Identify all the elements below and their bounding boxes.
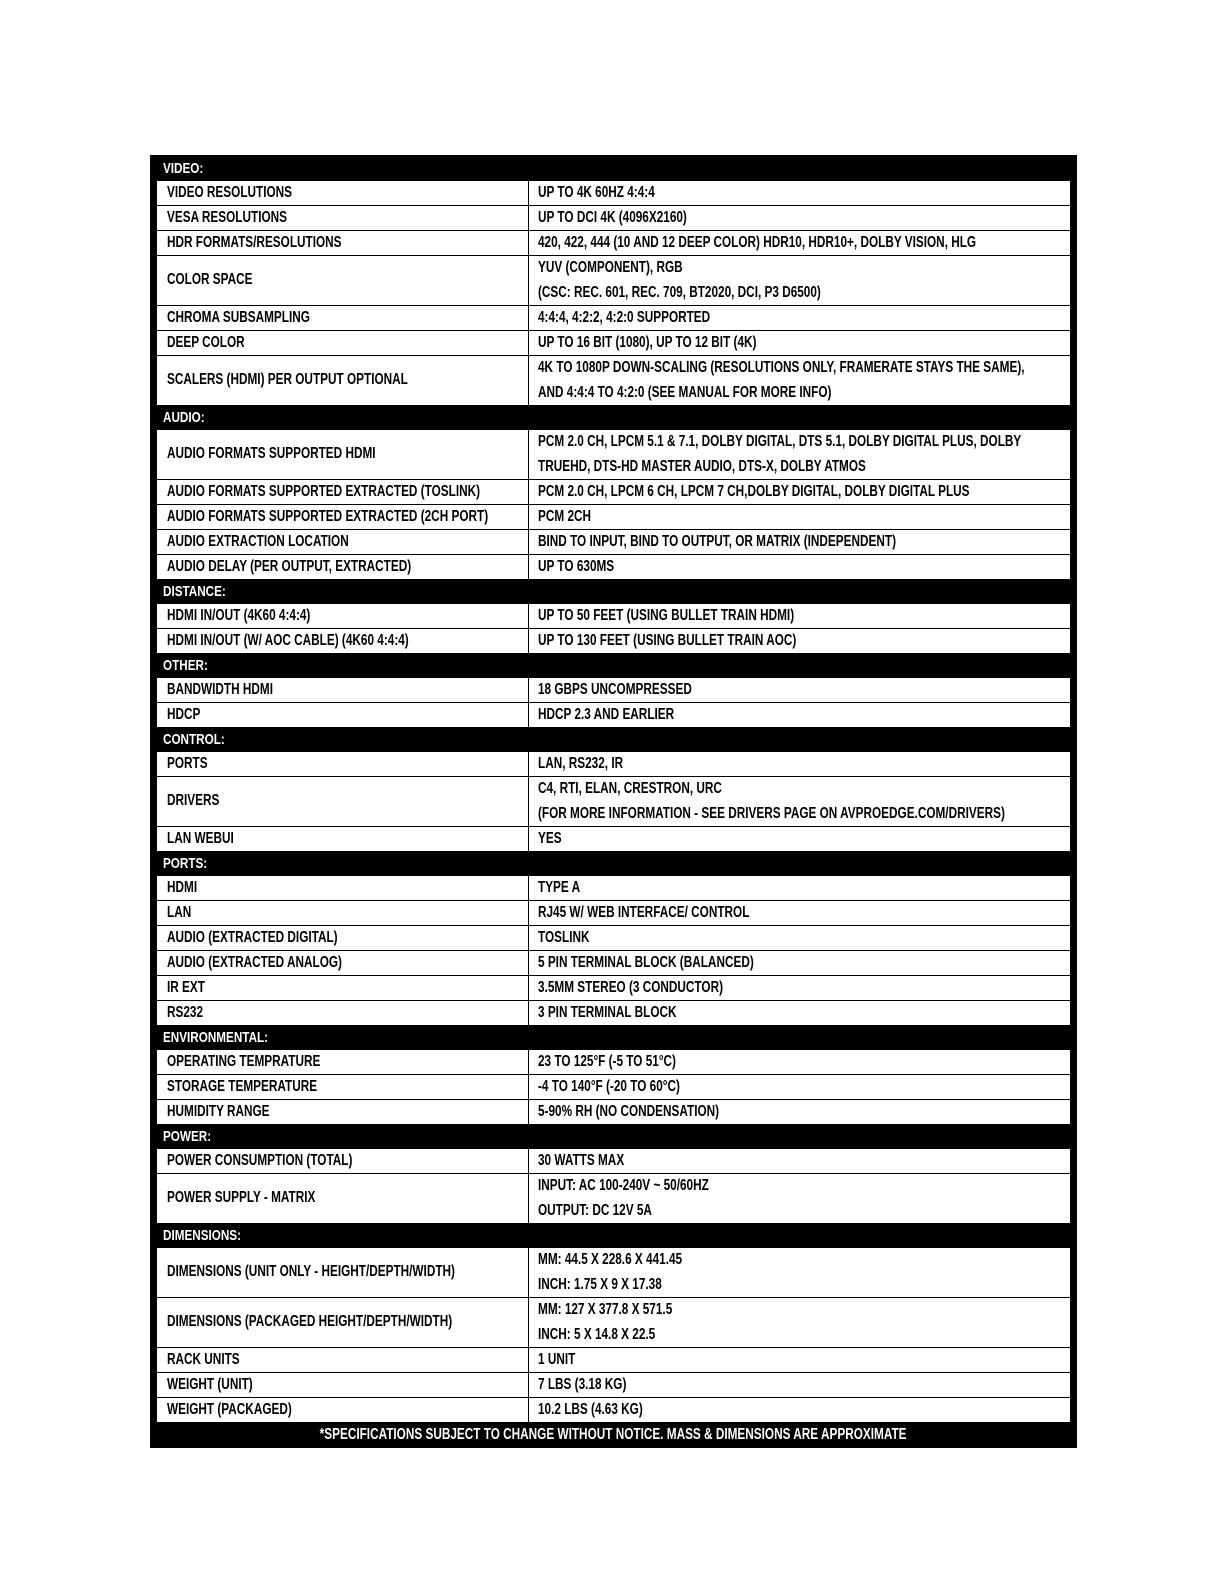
section-header <box>151 1124 1076 1149</box>
spec-value-line: 3 PIN TERMINAL BLOCK <box>538 1003 677 1021</box>
spec-label-cell <box>157 777 529 826</box>
spec-row <box>157 1348 1070 1372</box>
spec-value-line: UP TO 50 FEET (USING BULLET TRAIN HDMI) <box>538 606 795 624</box>
spec-label: DEEP COLOR <box>167 333 245 351</box>
spec-value-cell <box>529 604 1070 628</box>
spec-label: AUDIO FORMATS SUPPORTED EXTRACTED (TOSLINK) <box>167 482 481 500</box>
spec-value-line: -4 TO 140°F (-20 TO 60°C) <box>538 1077 680 1095</box>
section-title: POWER: <box>163 1128 212 1145</box>
spec-label-cell <box>157 480 529 504</box>
spec-value-line: OUTPUT: DC 12V 5A <box>538 1201 652 1219</box>
spec-value-cell <box>529 951 1070 975</box>
spec-label: WEIGHT (UNIT) <box>167 1375 253 1393</box>
spec-label-cell <box>157 678 529 702</box>
spec-label-cell <box>157 876 529 900</box>
spec-row <box>157 1075 1070 1099</box>
section-title: AUDIO: <box>163 409 205 426</box>
spec-value-cell <box>529 1298 1070 1347</box>
spec-label-cell <box>157 1174 529 1223</box>
spec-row <box>157 1149 1070 1173</box>
spec-value-line: TOSLINK <box>538 928 590 946</box>
spec-label: CHROMA SUBSAMPLING <box>167 308 310 326</box>
spec-table <box>150 155 1077 1448</box>
spec-row <box>157 752 1070 776</box>
spec-label-cell <box>157 430 529 479</box>
spec-label: COLOR SPACE <box>167 271 253 289</box>
spec-label-cell <box>157 703 529 727</box>
section-header <box>151 405 1076 430</box>
spec-label: LAN <box>167 903 192 921</box>
spec-label: HDR FORMATS/RESOLUTIONS <box>167 233 342 251</box>
spec-value-cell <box>529 1149 1070 1173</box>
spec-value-line: 23 TO 125°F (-5 TO 51°C) <box>538 1052 676 1070</box>
section-header <box>151 653 1076 678</box>
spec-value-line: YUV (COMPONENT), RGB <box>538 258 683 276</box>
spec-value-line: 4K TO 1080P DOWN-SCALING (RESOLUTIONS ONLY, FRAMERATE STAYS THE SAME), <box>538 358 1025 376</box>
spec-row <box>157 678 1070 702</box>
spec-label-cell <box>157 951 529 975</box>
spec-value-line: UP TO 130 FEET (USING BULLET TRAIN AOC) <box>538 631 797 649</box>
spec-label: HDMI <box>167 878 198 896</box>
section-header <box>151 851 1076 876</box>
spec-value-cell <box>529 1001 1070 1025</box>
spec-label-cell <box>157 1100 529 1124</box>
spec-row <box>157 1373 1070 1397</box>
section-title: DIMENSIONS: <box>163 1227 242 1244</box>
spec-label: AUDIO EXTRACTION LOCATION <box>167 532 349 550</box>
spec-label-cell <box>157 505 529 529</box>
spec-row <box>157 430 1070 479</box>
spec-label: STORAGE TEMPERATURE <box>167 1077 318 1095</box>
spec-row <box>157 951 1070 975</box>
section-title: CONTROL: <box>163 731 225 748</box>
section-title: PORTS: <box>163 855 208 872</box>
spec-value-cell <box>529 1348 1070 1372</box>
spec-label-cell <box>157 1001 529 1025</box>
spec-value-cell <box>529 703 1070 727</box>
section-title: OTHER: <box>163 657 208 674</box>
spec-label: BANDWIDTH HDMI <box>167 680 274 698</box>
spec-value-cell <box>529 231 1070 255</box>
spec-value-cell <box>529 480 1070 504</box>
spec-label-cell <box>157 231 529 255</box>
spec-row <box>157 1398 1070 1422</box>
spec-row <box>157 356 1070 405</box>
spec-value-line: 30 WATTS MAX <box>538 1151 625 1169</box>
spec-value-line: UP TO 4K 60HZ 4:4:4 <box>538 183 655 201</box>
spec-value-cell <box>529 1174 1070 1223</box>
spec-row <box>157 206 1070 230</box>
spec-value-line: UP TO 16 BIT (1080), UP TO 12 BIT (4K) <box>538 333 757 351</box>
spec-label-cell <box>157 256 529 305</box>
spec-value-cell <box>529 1398 1070 1422</box>
spec-label-cell <box>157 1149 529 1173</box>
spec-label: PORTS <box>167 754 208 772</box>
spec-value-line: MM: 127 X 377.8 X 571.5 <box>538 1300 673 1318</box>
spec-row <box>157 181 1070 205</box>
spec-label-cell <box>157 926 529 950</box>
spec-label-cell <box>157 331 529 355</box>
section-title: DISTANCE: <box>163 583 226 600</box>
spec-value-cell <box>529 976 1070 1000</box>
spec-label: AUDIO (EXTRACTED DIGITAL) <box>167 928 338 946</box>
spec-value-cell <box>529 752 1070 776</box>
spec-value-line: (CSC: REC. 601, REC. 709, BT2020, DCI, P3 D6500) <box>538 283 821 301</box>
spec-value-cell <box>529 926 1070 950</box>
spec-label-cell <box>157 1050 529 1074</box>
spec-value-line: AND 4:4:4 TO 4:2:0 (SEE MANUAL FOR MORE INFO) <box>538 383 832 401</box>
spec-row <box>157 926 1070 950</box>
spec-label: RACK UNITS <box>167 1350 240 1368</box>
spec-label: HDMI IN/OUT (W/ AOC CABLE) (4K60 4:4:4) <box>167 631 409 649</box>
spec-label-cell <box>157 1298 529 1347</box>
spec-value-cell <box>529 555 1070 579</box>
spec-row <box>157 1001 1070 1025</box>
spec-label: VIDEO RESOLUTIONS <box>167 183 293 201</box>
spec-value-line: 4:4:4, 4:2:2, 4:2:0 SUPPORTED <box>538 308 711 326</box>
spec-value-cell <box>529 356 1070 405</box>
spec-value-line: INCH: 1.75 X 9 X 17.38 <box>538 1275 662 1293</box>
spec-row <box>157 1174 1070 1223</box>
spec-label-cell <box>157 555 529 579</box>
spec-label-cell <box>157 752 529 776</box>
spec-label: LAN WEBUI <box>167 829 234 847</box>
spec-row <box>157 231 1070 255</box>
section-header <box>151 579 1076 604</box>
spec-label: SCALERS (HDMI) PER OUTPUT OPTIONAL <box>167 371 408 389</box>
section-header <box>151 156 1076 181</box>
spec-value-cell <box>529 430 1070 479</box>
spec-row <box>157 901 1070 925</box>
spec-label-cell <box>157 306 529 330</box>
spec-value-cell <box>529 331 1070 355</box>
spec-value-cell <box>529 505 1070 529</box>
spec-value-line: BIND TO INPUT, BIND TO OUTPUT, OR MATRIX (INDEPENDENT) <box>538 532 896 550</box>
spec-label-cell <box>157 604 529 628</box>
spec-value-line: 10.2 LBS (4.63 KG) <box>538 1400 643 1418</box>
spec-value-line: UP TO 630MS <box>538 557 615 575</box>
spec-value-line: 420, 422, 444 (10 AND 12 DEEP COLOR) HDR10, HDR10+, DOLBY VISION, HLG <box>538 233 977 251</box>
spec-value-cell <box>529 1100 1070 1124</box>
spec-row <box>157 1100 1070 1124</box>
spec-label-cell <box>157 1348 529 1372</box>
spec-label: DIMENSIONS (PACKAGED HEIGHT/DEPTH/WIDTH) <box>167 1313 453 1331</box>
spec-value-cell <box>529 181 1070 205</box>
spec-label: RS232 <box>167 1003 204 1021</box>
spec-row <box>157 827 1070 851</box>
spec-label-cell <box>157 629 529 653</box>
spec-value-cell <box>529 256 1070 305</box>
spec-label: HUMIDITY RANGE <box>167 1102 270 1120</box>
spec-value-cell <box>529 678 1070 702</box>
spec-value-line: INPUT: AC 100-240V ~ 50/60HZ <box>538 1176 709 1194</box>
spec-value-line: TRUEHD, DTS-HD MASTER AUDIO, DTS-X, DOLBY ATMOS <box>538 457 866 475</box>
section-title: VIDEO: <box>163 160 204 177</box>
spec-value-line: PCM 2.0 CH, LPCM 5.1 & 7.1, DOLBY DIGITAL, DTS 5.1, DOLBY DIGITAL PLUS, DOLBY <box>538 432 1022 450</box>
spec-value-cell <box>529 777 1070 826</box>
spec-label: AUDIO (EXTRACTED ANALOG) <box>167 953 342 971</box>
spec-value-cell <box>529 876 1070 900</box>
spec-row <box>157 505 1070 529</box>
spec-label-cell <box>157 530 529 554</box>
spec-label-cell <box>157 206 529 230</box>
spec-value-line: 5-90% RH (NO CONDENSATION) <box>538 1102 720 1120</box>
spec-value-cell <box>529 530 1070 554</box>
spec-row <box>157 976 1070 1000</box>
spec-row <box>157 629 1070 653</box>
footnote <box>151 1422 1076 1447</box>
spec-value-cell <box>529 827 1070 851</box>
spec-value-line: HDCP 2.3 AND EARLIER <box>538 705 675 723</box>
section-header <box>151 1025 1076 1050</box>
spec-value-line: 1 UNIT <box>538 1350 576 1368</box>
spec-label: AUDIO DELAY (PER OUTPUT, EXTRACTED) <box>167 557 412 575</box>
spec-label-cell <box>157 901 529 925</box>
spec-row <box>157 306 1070 330</box>
spec-value-line: (FOR MORE INFORMATION - SEE DRIVERS PAGE ON AVPROEDGE.COM/DRIVERS) <box>538 804 1005 822</box>
spec-value-line: INCH: 5 X 14.8 X 22.5 <box>538 1325 656 1343</box>
spec-label: HDCP <box>167 705 201 723</box>
spec-sections <box>151 156 1076 1422</box>
spec-value-cell <box>529 306 1070 330</box>
spec-row <box>157 604 1070 628</box>
spec-label-cell <box>157 1398 529 1422</box>
spec-value-cell <box>529 206 1070 230</box>
spec-label: DRIVERS <box>167 792 220 810</box>
spec-value-cell <box>529 1050 1070 1074</box>
spec-row <box>157 555 1070 579</box>
spec-row <box>157 530 1070 554</box>
spec-label: WEIGHT (PACKAGED) <box>167 1400 292 1418</box>
spec-value-line: PCM 2.0 CH, LPCM 6 CH, LPCM 7 CH,DOLBY DIGITAL, DOLBY DIGITAL PLUS <box>538 482 970 500</box>
spec-row <box>157 703 1070 727</box>
spec-row <box>157 1050 1070 1074</box>
section-header <box>151 1223 1076 1248</box>
spec-label-cell <box>157 1373 529 1397</box>
spec-value-line: MM: 44.5 X 228.6 X 441.45 <box>538 1250 683 1268</box>
spec-label: AUDIO FORMATS SUPPORTED HDMI <box>167 445 376 463</box>
spec-value-line: RJ45 W/ WEB INTERFACE/ CONTROL <box>538 903 750 921</box>
section-title: ENVIRONMENTAL: <box>163 1029 269 1046</box>
spec-label: POWER SUPPLY - MATRIX <box>167 1189 316 1207</box>
spec-label: OPERATING TEMPRATURE <box>167 1052 321 1070</box>
spec-value-line: C4, RTI, ELAN, CRESTRON, URC <box>538 779 722 797</box>
spec-label-cell <box>157 1075 529 1099</box>
spec-label: POWER CONSUMPTION (TOTAL) <box>167 1151 353 1169</box>
spec-label: DIMENSIONS (UNIT ONLY - HEIGHT/DEPTH/WIDTH) <box>167 1263 455 1281</box>
spec-label: HDMI IN/OUT (4K60 4:4:4) <box>167 606 311 624</box>
spec-row <box>157 480 1070 504</box>
spec-value-cell <box>529 1075 1070 1099</box>
spec-value-line: 5 PIN TERMINAL BLOCK (BALANCED) <box>538 953 754 971</box>
spec-label-cell <box>157 356 529 405</box>
spec-label: IR EXT <box>167 978 205 996</box>
spec-value-line: LAN, RS232, IR <box>538 754 624 772</box>
spec-value-line: 18 GBPS UNCOMPRESSED <box>538 680 692 698</box>
spec-label-cell <box>157 181 529 205</box>
spec-label: VESA RESOLUTIONS <box>167 208 288 226</box>
spec-row <box>157 876 1070 900</box>
spec-value-line: 3.5MM STEREO (3 CONDUCTOR) <box>538 978 724 996</box>
spec-row <box>157 256 1070 305</box>
spec-value-line: TYPE A <box>538 878 581 896</box>
spec-value-cell <box>529 1373 1070 1397</box>
spec-row <box>157 1248 1070 1297</box>
section-header <box>151 727 1076 752</box>
spec-row <box>157 777 1070 826</box>
spec-label: AUDIO FORMATS SUPPORTED EXTRACTED (2CH PORT) <box>167 507 489 525</box>
spec-value-line: 7 LBS (3.18 KG) <box>538 1375 627 1393</box>
footnote-text: *SPECIFICATIONS SUBJECT TO CHANGE WITHOUT NOTICE. MASS & DIMENSIONS ARE APPROXIMATE <box>320 1426 907 1443</box>
spec-value-line: YES <box>538 829 562 847</box>
spec-value-line: UP TO DCI 4K (4096X2160) <box>538 208 687 226</box>
spec-label-cell <box>157 976 529 1000</box>
spec-value-cell <box>529 901 1070 925</box>
spec-label-cell <box>157 827 529 851</box>
spec-value-cell <box>529 629 1070 653</box>
spec-value-line: PCM 2CH <box>538 507 592 525</box>
spec-row <box>157 331 1070 355</box>
spec-row <box>157 1298 1070 1347</box>
spec-value-cell <box>529 1248 1070 1297</box>
spec-label-cell <box>157 1248 529 1297</box>
